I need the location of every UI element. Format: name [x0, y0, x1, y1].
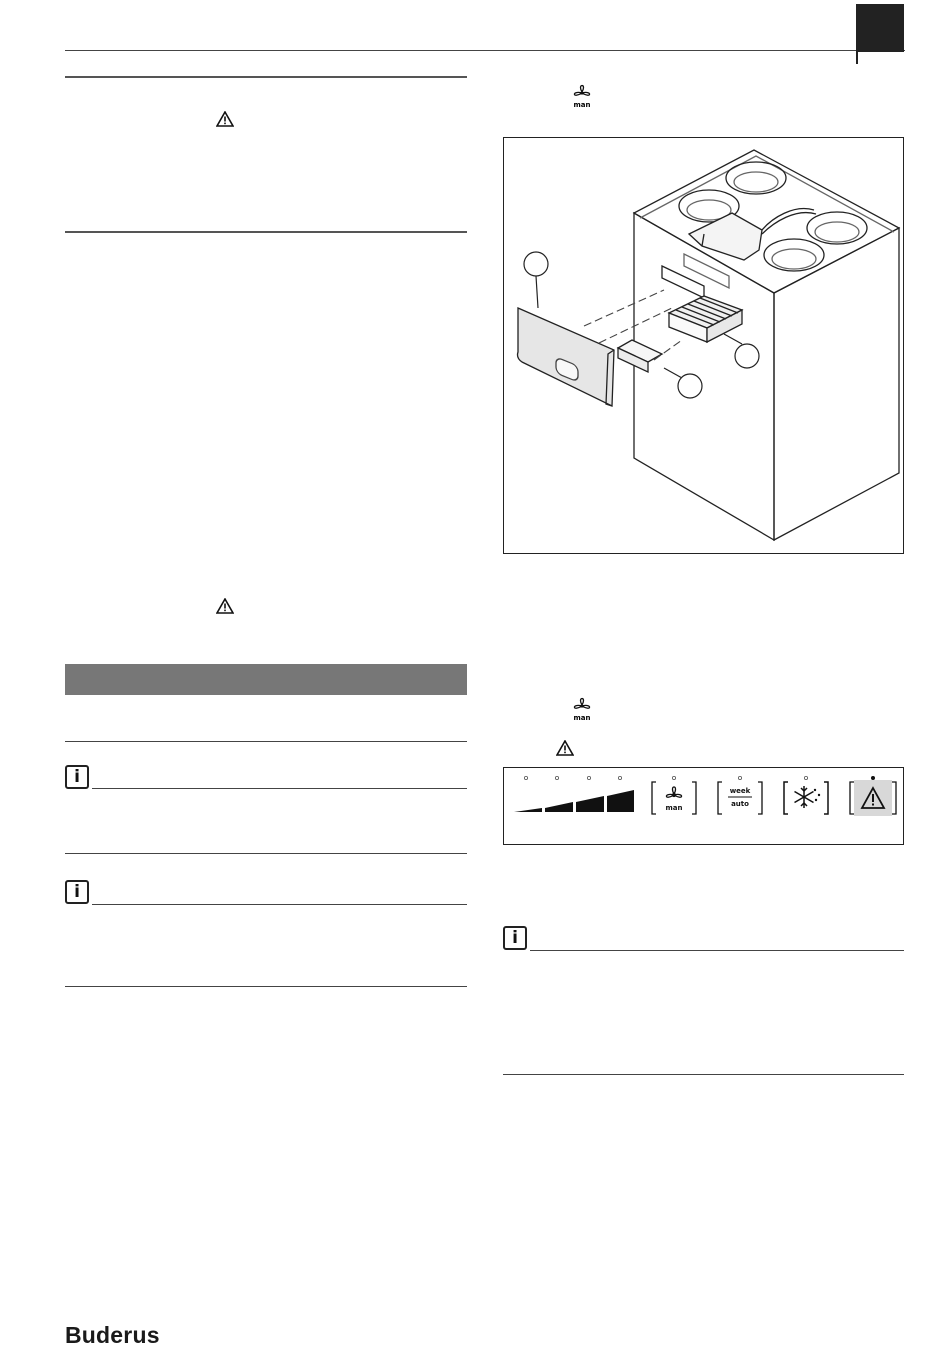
- chapter-tab: [856, 4, 904, 52]
- control-panel: [503, 767, 904, 845]
- note-rule-top: [65, 741, 467, 742]
- note-rule: [92, 788, 467, 789]
- section-rule: [65, 231, 467, 233]
- note-rule-top: [65, 853, 467, 854]
- fan-man-button-icon: [652, 776, 696, 814]
- fan-man-label: man: [573, 714, 591, 722]
- warning-icon: [216, 111, 234, 127]
- callout-2: [735, 344, 759, 368]
- info-icon: i: [65, 765, 89, 789]
- info-icon: i: [65, 880, 89, 904]
- program-auto-label: auto: [731, 800, 749, 808]
- section-heading-bar: [65, 664, 467, 695]
- frost-icon: [784, 776, 828, 814]
- section-rule: [65, 76, 467, 78]
- info-icon: i: [503, 926, 527, 950]
- week-auto-icon: [718, 776, 762, 814]
- warning-icon: [216, 598, 234, 614]
- brand-logo: Buderus: [65, 1322, 160, 1348]
- note-rule: [92, 904, 467, 905]
- note-rule: [530, 950, 904, 951]
- fan-speed-bars-icon: [514, 776, 634, 812]
- section-rule: [65, 986, 467, 987]
- program-week-label: week: [729, 787, 751, 795]
- chapter-tab-tick: [856, 52, 858, 64]
- callout-3: [678, 374, 702, 398]
- filter-figure: [503, 137, 904, 554]
- section-rule: [503, 1074, 904, 1075]
- fan-man-label: man: [573, 101, 591, 109]
- header-rule: [65, 50, 905, 51]
- fan-man-icon: [572, 84, 592, 110]
- warning-icon: [556, 740, 574, 756]
- fan-man-icon: [572, 697, 592, 723]
- fan-mode-label: man: [665, 804, 683, 812]
- warning-button-icon: [850, 776, 896, 816]
- unit-illustration: [504, 138, 905, 555]
- callout-1: [524, 252, 548, 276]
